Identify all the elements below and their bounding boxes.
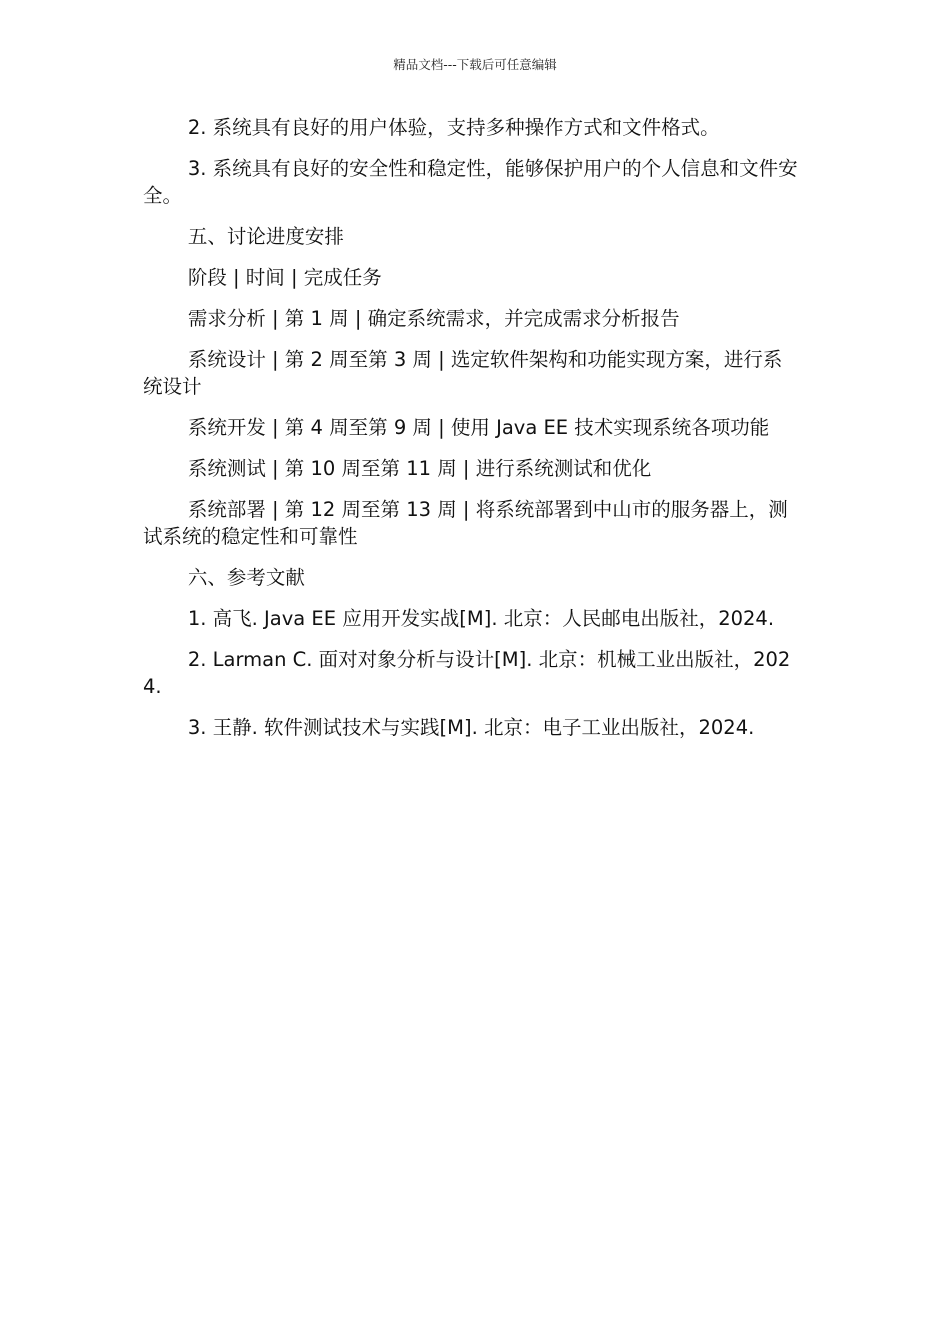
schedule-row-analysis: 需求分析 | 第 1 周 | 确定系统需求，并完成需求分析报告 (187, 307, 680, 330)
reference-item-2: 2. Larman C. 面对对象分析与设计[M]. 北京：机械工业出版社，2024. (143, 648, 791, 698)
reference-item-1: 1. 高飞. Java EE 应用开发实战[M]. 北京：人民邮电出版社，2024. (187, 607, 775, 630)
schedule-row-deployment: 系统部署 | 第 12 周至第 13 周 | 将系统部署到中山市的服务器上，测试系统的稳定性和可靠性 (143, 498, 788, 548)
document-body (143, 114, 799, 755)
requirement-item-2: 2. 系统具有良好的用户体验，支持多种操作方式和文件格式。 (187, 116, 720, 139)
schedule-row-design: 系统设计 | 第 2 周至第 3 周 | 选定软件架构和功能实现方案，进行系统设计 (143, 348, 783, 398)
schedule-row-testing: 系统测试 | 第 10 周至第 11 周 | 进行系统测试和优化 (187, 457, 652, 480)
requirement-item-3: 3. 系统具有良好的安全性和稳定性，能够保护用户的个人信息和文件安全。 (143, 157, 798, 207)
section-heading-references: 六、参考文献 (187, 566, 305, 589)
section-heading-schedule: 五、讨论进度安排 (187, 225, 344, 248)
schedule-row-development: 系统开发 | 第 4 周至第 9 周 | 使用 Java EE 技术实现系统各项功能 (187, 416, 770, 439)
schedule-header-row: 阶段 | 时间 | 完成任务 (187, 266, 382, 289)
reference-item-3: 3. 王静. 软件测试技术与实践[M]. 北京：电子工业出版社，2024. (187, 716, 755, 739)
page-header: 精品文档---下载后可任意编辑 (393, 57, 557, 72)
